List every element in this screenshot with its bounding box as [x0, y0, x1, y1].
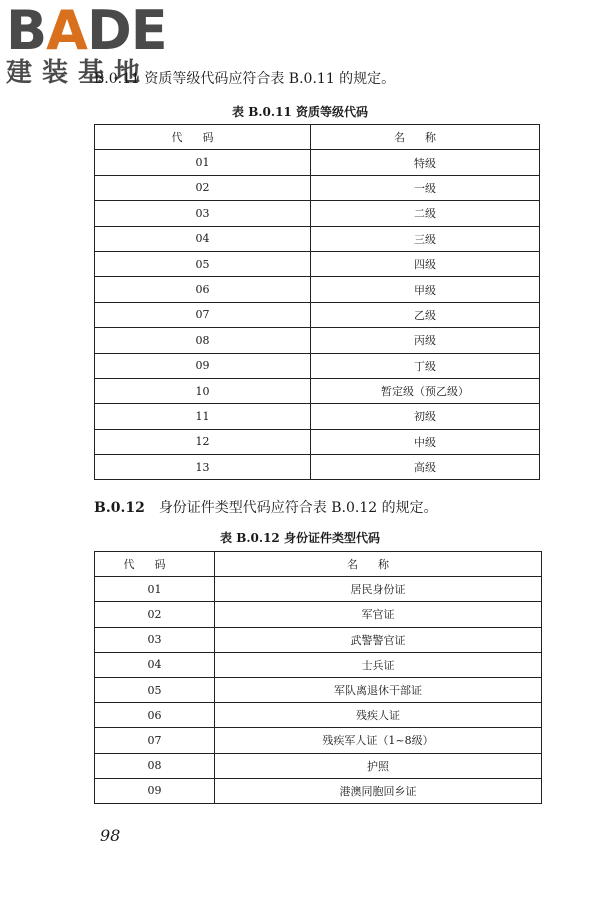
name-cell: 特级 [311, 150, 540, 175]
name-cell: 丁级 [311, 353, 540, 378]
logo-letter-a: A [46, 0, 87, 62]
name-cell: 护照 [215, 753, 542, 778]
table-row [95, 175, 540, 200]
table-row [95, 277, 540, 302]
name-cell: 高级 [311, 455, 540, 480]
column-header-code: 代码 [95, 125, 311, 150]
table-row [95, 577, 542, 602]
logo-wordmark [6, 0, 167, 62]
code-cell: 05 [95, 251, 311, 276]
table-row [95, 627, 542, 652]
code-cell: 05 [95, 677, 215, 702]
table-row [95, 703, 542, 728]
code-cell: 12 [95, 429, 311, 454]
code-cell: 04 [95, 226, 311, 251]
name-cell: 三级 [311, 226, 540, 251]
page-number: 98 [100, 826, 121, 845]
code-cell: 09 [95, 778, 215, 803]
table-row [95, 652, 542, 677]
code-cell: 09 [95, 353, 311, 378]
name-cell: 乙级 [311, 302, 540, 327]
table2-caption: 表 B.0.12 身份证件类型代码 [220, 531, 380, 545]
name-cell: 四级 [311, 251, 540, 276]
name-cell: 丙级 [311, 328, 540, 353]
code-cell: 08 [95, 328, 311, 353]
table-row [95, 728, 542, 753]
table1-caption: 表 B.0.11 资质等级代码 [232, 105, 368, 119]
logo-subtitle: 建装基地 [6, 58, 151, 88]
table-row [95, 353, 540, 378]
code-cell: 10 [95, 378, 311, 403]
table-row [95, 753, 542, 778]
name-cell: 甲级 [311, 277, 540, 302]
name-cell: 二级 [311, 201, 540, 226]
table2-body [95, 577, 542, 804]
name-cell: 军队离退休干部证 [215, 677, 542, 702]
table-row [95, 328, 540, 353]
name-cell: 暂定级（预乙级） [311, 378, 540, 403]
code-cell: 07 [95, 302, 311, 327]
table-row [95, 404, 540, 429]
code-cell: 08 [95, 753, 215, 778]
table-row [95, 201, 540, 226]
name-cell: 武警警官证 [215, 627, 542, 652]
code-cell: 06 [95, 277, 311, 302]
table-row [95, 778, 542, 803]
code-cell: 11 [95, 404, 311, 429]
qualification-level-table [94, 124, 540, 480]
name-cell: 居民身份证 [215, 577, 542, 602]
table-row [95, 677, 542, 702]
name-cell: 初级 [311, 404, 540, 429]
table-row [95, 302, 540, 327]
name-cell: 军官证 [215, 602, 542, 627]
logo-letters-de: DE [86, 0, 167, 62]
code-cell: 06 [95, 703, 215, 728]
code-cell: 01 [95, 150, 311, 175]
name-cell: 残疾军人证（1~8级） [215, 728, 542, 753]
code-cell: 02 [95, 602, 215, 627]
code-cell: 02 [95, 175, 311, 200]
code-cell: 03 [95, 201, 311, 226]
column-header-name: 名称 [215, 552, 542, 577]
id-document-type-table [94, 551, 542, 804]
code-cell: 03 [95, 627, 215, 652]
name-cell: 中级 [311, 429, 540, 454]
intro-paragraph: B.0.11 资质等级代码应符合表 B.0.11 的规定。 [94, 71, 396, 87]
code-cell: 04 [95, 652, 215, 677]
name-cell: 港澳同胞回乡证 [215, 778, 542, 803]
section-heading [94, 497, 438, 517]
section-text: 身份证件类型代码应符合表 B.0.12 的规定。 [158, 500, 438, 516]
code-cell: 13 [95, 455, 311, 480]
name-cell: 一级 [311, 175, 540, 200]
table1-body [95, 150, 540, 480]
name-cell: 残疾人证 [215, 703, 542, 728]
table-row [95, 251, 540, 276]
table-row [95, 150, 540, 175]
column-header-code: 代码 [95, 552, 215, 577]
table-row [95, 429, 540, 454]
table-row [95, 226, 540, 251]
table-header-row [95, 552, 542, 577]
table-row [95, 455, 540, 480]
logo-letter-b: B [6, 0, 47, 62]
code-cell: 01 [95, 577, 215, 602]
table-row [95, 378, 540, 403]
table-header-row [95, 125, 540, 150]
code-cell: 07 [95, 728, 215, 753]
section-number: B.0.12 [94, 500, 145, 516]
name-cell: 士兵证 [215, 652, 542, 677]
table-row [95, 602, 542, 627]
column-header-name: 名称 [311, 125, 540, 150]
